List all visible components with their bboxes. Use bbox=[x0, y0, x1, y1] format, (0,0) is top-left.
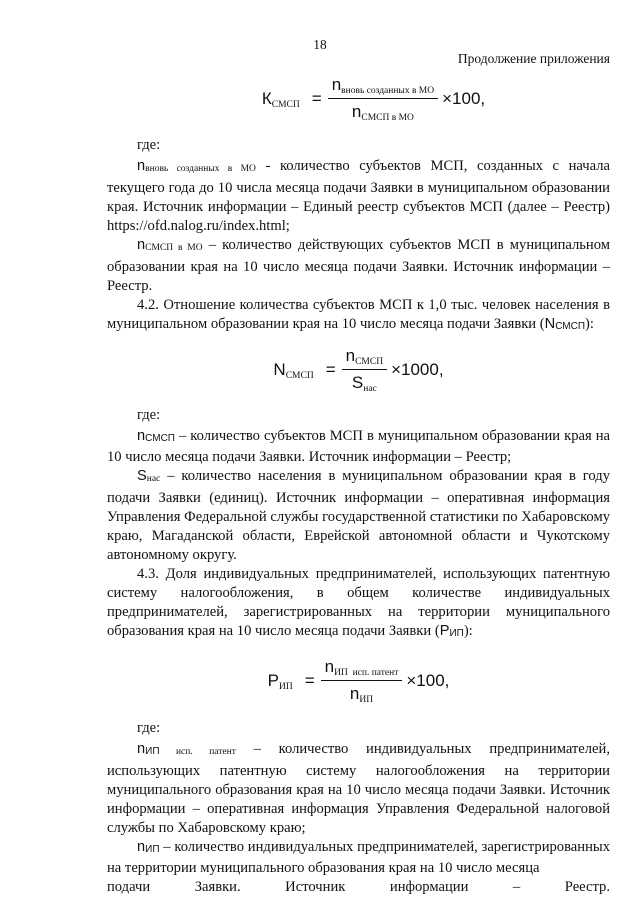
definition-n-smsp-mo: nСМСП в МО – количество действующих субъектов МСП в муниципальном образовании края на 10 число месяца подачи Заявки. Источник информации – Реестр. bbox=[107, 237, 610, 294]
running-header: Продолжение приложения bbox=[457, 51, 610, 66]
where-label: где: bbox=[137, 720, 161, 736]
fraction bbox=[328, 75, 438, 123]
definition-n-ip-last-line: подачи Заявки. Источник информации – Реестр. bbox=[107, 879, 610, 895]
formula-lhs: NСМСП bbox=[273, 359, 314, 381]
fraction-denominator: nИП bbox=[349, 684, 374, 705]
fraction-numerator: nСМСП bbox=[342, 346, 387, 370]
equals-sign: = bbox=[311, 89, 322, 108]
fraction-numerator: nИП исп. патент bbox=[321, 657, 403, 681]
where-label: где: bbox=[137, 407, 161, 423]
paragraph-4-2: 4.2. Отношение количества субъектов МСП к 1,0 тыс. человек населения в муниципальном образовании края на 10 число месяца подачи Заявки (NСМСП): bbox=[107, 297, 610, 332]
definition-n-smsp: nСМСП – количество субъектов МСП в муниципальном образовании края на 10 число месяца подачи Заявки. Источник информации – Реестр; bbox=[107, 428, 610, 465]
fraction bbox=[342, 346, 387, 394]
fraction-numerator: nвновь созданных в МО bbox=[328, 75, 438, 99]
fraction bbox=[321, 657, 403, 705]
definition-n-ip-patent: nИП исп. патент – количество индивидуальных предпринимателей, использующих патентную систему налогообложения на территории муниципального образования края на 10 число месяца подачи Заявки. Источник информации – оперативная информация Управления Федеральной налоговой службы по Хабаровскому краю; bbox=[107, 741, 610, 836]
formula-p-ip bbox=[107, 651, 610, 711]
paragraph-4-3: 4.3. Доля индивидуальных предпринимателей, использующих патентную систему налогообложения, в общем количестве индивидуальных предпринимателей, зарегистрированных на территории муниципального образования края на 10 число месяца подачи Заявки (РИП): bbox=[107, 566, 610, 639]
formula-lhs: КСМСП bbox=[261, 88, 300, 110]
formula-k-smsp bbox=[107, 70, 610, 128]
formula-multiplier: ×100, bbox=[442, 89, 486, 108]
equals-sign: = bbox=[325, 360, 336, 379]
document-body bbox=[107, 70, 610, 897]
formula-multiplier: ×1000, bbox=[391, 360, 444, 379]
definition-n-ip: nИП – количество индивидуальных предпринимателей, зарегистрированных на территории муниципального образования края на 10 число месяца bbox=[107, 839, 610, 876]
fraction-denominator: nСМСП в МО bbox=[351, 102, 414, 123]
formula-lhs: РИП bbox=[267, 670, 293, 692]
formula-n-smsp bbox=[107, 342, 610, 398]
page-number: 18 bbox=[313, 37, 327, 52]
equals-sign: = bbox=[304, 671, 315, 690]
where-label: где: bbox=[137, 137, 161, 153]
formula-multiplier: ×100, bbox=[406, 671, 450, 690]
definition-n-new: nвновь созданных в МО - количество субъектов МСП, созданных с начала текущего года до 10 числа месяца подачи Заявки в муниципальном образовании края. Источник информации – Единый реестр субъектов МСП (далее – Реестр) https://ofd.nalog.ru/index.html; bbox=[107, 158, 610, 234]
fraction-denominator: Sнас bbox=[351, 373, 377, 394]
definition-s-nas: Sнас – количество населения в муниципальном образовании края в году подачи Заявки (единиц). Источник информации – оперативная информация Управления Федеральной службы государственной статистики по Хабаровскому краю, Магаданской области, Еврейской автономной области и Чукотскому автономному округу. bbox=[107, 468, 610, 563]
